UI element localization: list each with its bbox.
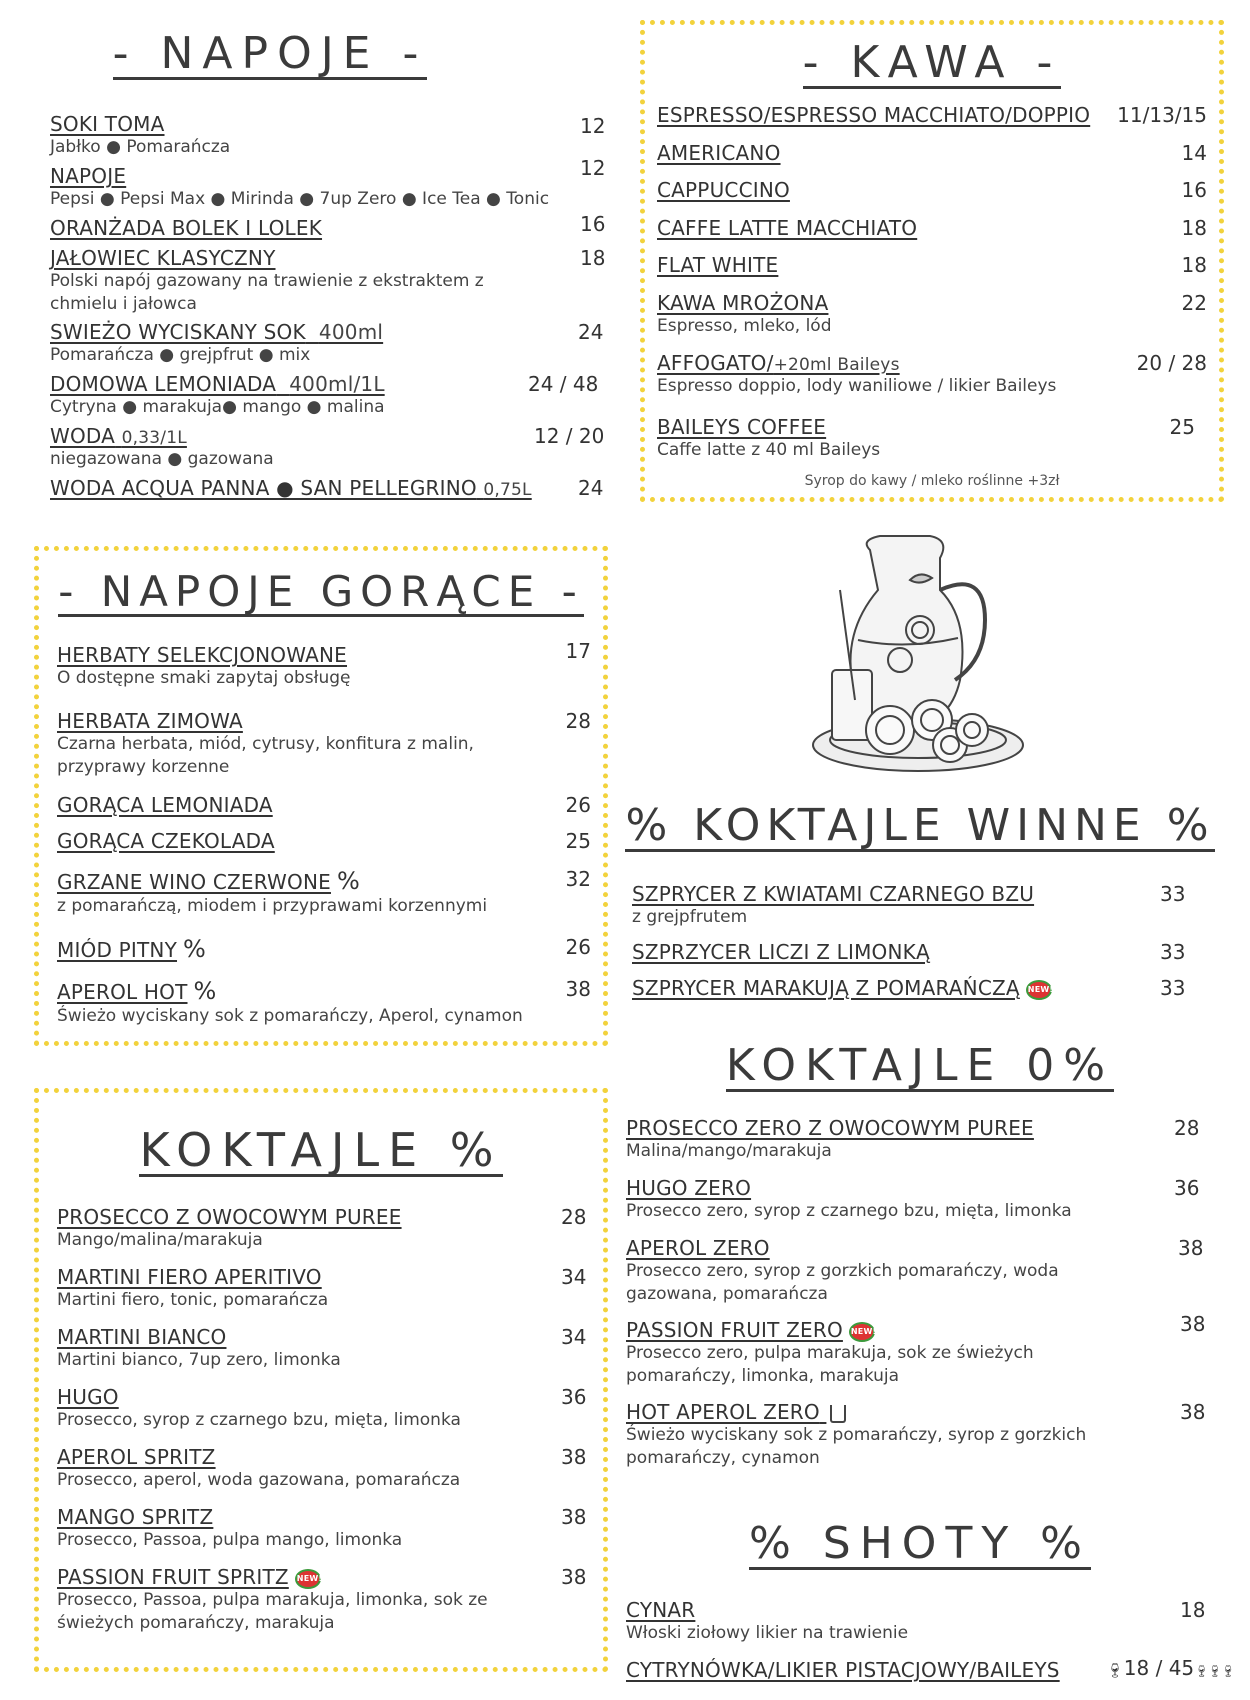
item-price: 18	[1181, 253, 1207, 277]
item-price: 33	[1160, 882, 1186, 906]
item-price: 38	[1180, 1312, 1206, 1336]
item-price: 38	[561, 1505, 587, 1529]
item-price: 34	[561, 1325, 587, 1349]
item-price: 24 / 48	[528, 372, 599, 396]
zero-section	[620, 1030, 1220, 1470]
menu-item: CAPPUCCINO	[657, 178, 790, 202]
menu-item: APEROL HOT % Świeżo wyciskany sok z pomarańczy, Aperol, cynamon	[57, 977, 523, 1026]
menu-item: MARTINI BIANCO Martini bianco, 7up zero, limonka	[57, 1325, 341, 1370]
menu-item: WODA 0,33/1L niegazowana ● gazowana	[50, 424, 274, 469]
item-price: 12 / 20	[534, 424, 605, 448]
menu-item: SZPRYCER MARAKUJĄ Z POMARAŃCZĄ NEW!	[632, 976, 1054, 1000]
menu-item: PROSECCO ZERO Z OWOCOWYM PUREE Malina/mango/marakuja	[626, 1116, 1034, 1161]
item-price: 18	[1180, 1598, 1206, 1622]
item-price: 24	[578, 320, 604, 344]
menu-item: GRZANE WINO CZERWONE % z pomarańczą, miodem i przyprawami korzennymi	[57, 867, 488, 916]
shoty-section	[620, 1500, 1234, 1690]
menu-item: MANGO SPRITZ Prosecco, Passoa, pulpa mango, limonka	[57, 1505, 403, 1550]
item-price: 11/13/15	[1117, 103, 1207, 127]
lemonade-pitcher-illustration	[800, 530, 1030, 780]
menu-item: AMERICANO	[657, 141, 781, 165]
menu-item: SWIEŻO WYCISKANY SOK 400ml Pomarańcza ● grejpfrut ● mix	[50, 320, 384, 365]
item-price: 26	[565, 935, 591, 959]
menu-item: HERBATA ZIMOWA Czarna herbata, miód, cytrusy, konfitura z malin, przyprawy korzenne	[57, 709, 474, 777]
menu-item: SOKI TOMA Jabłko ● Pomarańcza	[50, 112, 231, 157]
menu-item: AFFOGATO/+20ml Baileys Espresso doppio, lody waniliowe / likier Baileys	[657, 351, 1057, 396]
menu-item: FLAT WHITE	[657, 253, 779, 277]
item-price: 14	[1181, 141, 1207, 165]
menu-item: PROSECCO Z OWOCOWYM PUREE Mango/malina/marakuja	[57, 1205, 402, 1250]
napoje-title: - NAPOJE -	[112, 28, 428, 79]
item-price: 25	[565, 829, 591, 853]
item-price: 34	[561, 1265, 587, 1289]
item-price: 18	[1181, 216, 1207, 240]
zero-title: KOKTAJLE 0%	[725, 1040, 1115, 1091]
shot-glass-icon: 🍷︎	[1106, 1663, 1124, 1679]
item-price: 18	[580, 246, 606, 270]
item-price: 25	[1169, 415, 1195, 439]
item-price: 26	[565, 793, 591, 817]
kawa-section	[640, 20, 1224, 502]
menu-item: MARTINI FIERO APERITIVO Martini fiero, tonic, pomarańcza	[57, 1265, 329, 1310]
kawa-note: Syrop do kawy / mleko roślinne +3zł	[804, 473, 1060, 489]
shot-prices: 🍷︎18 / 45🍷︎🍷︎🍷︎	[1106, 1656, 1234, 1680]
item-price: 24	[578, 476, 604, 500]
item-price: 36	[1174, 1176, 1200, 1200]
menu-item: HOT APEROL ZERO Świeżo wyciskany sok z pomarańczy, syrop z gorzkich pomarańczy, cynamon	[626, 1400, 1087, 1468]
menu-item: GORĄCA LEMONIADA	[57, 793, 273, 817]
item-price: 36	[561, 1385, 587, 1409]
menu-item: SZPRYCER Z KWIATAMI CZARNEGO BZU z grejpfrutem	[632, 882, 1035, 927]
menu-item: CYNAR Włoski ziołowy likier na trawienie	[626, 1598, 909, 1643]
item-price: 38	[561, 1445, 587, 1469]
menu-item: JAŁOWIEC KLASYCZNY Polski napój gazowany na trawienie z ekstraktem z chmielu i jałowca	[50, 246, 484, 314]
napoje-section	[0, 0, 620, 520]
kawa-title: - KAWA -	[802, 37, 1062, 88]
item-price: 16	[1181, 178, 1207, 202]
goraca-title: - NAPOJE GORĄCE -	[58, 567, 584, 616]
item-price: 38	[561, 1565, 587, 1589]
item-price: 32	[565, 867, 591, 891]
menu-item: NAPOJE Pepsi ● Pepsi Max ● Mirinda ● 7up Zero ● Ice Tea ● Tonic	[50, 164, 550, 209]
new-badge-icon: NEW!	[1026, 980, 1052, 1000]
menu-item: APEROL SPRITZ Prosecco, aperol, woda gazowana, pomarańcza	[57, 1445, 461, 1490]
menu-item: BAILEYS COFFEE Caffe latte z 40 ml Baileys	[657, 415, 881, 460]
menu-item: DOMOWA LEMONIADA 400ml/1L Cytryna ● marakuja● mango ● malina	[50, 372, 385, 417]
item-price: 38	[565, 977, 591, 1001]
item-price: 16	[580, 212, 606, 236]
item-price: 38	[1178, 1236, 1204, 1260]
menu-item: HUGO Prosecco, syrop z czarnego bzu, mięta, limonka	[57, 1385, 461, 1430]
koktajle-section	[34, 1088, 608, 1672]
new-badge-icon: NEW!	[295, 1569, 321, 1589]
hot-cup-icon	[830, 1405, 846, 1423]
item-price: 33	[1160, 940, 1186, 964]
goraca-section	[34, 546, 608, 1046]
menu-item: HERBATY SELEKCJONOWANE O dostępne smaki zapytaj obsługę	[57, 643, 351, 688]
item-price: 17	[565, 639, 591, 663]
item-price: 20 / 28	[1136, 351, 1207, 375]
new-badge-icon: NEW!	[849, 1322, 875, 1342]
shoty-title: % SHOTY %	[749, 1518, 1091, 1569]
winne-section	[620, 800, 1220, 1020]
menu-item: PASSION FRUIT SPRITZ NEW! Prosecco, Passoa, pulpa marakuja, limonka, sok ze świeżych pomarańczy, marakuja	[57, 1565, 488, 1633]
item-price: 22	[1181, 291, 1207, 315]
shot-glasses-icon: 🍷︎🍷︎🍷︎	[1194, 1664, 1234, 1678]
item-price: 12	[580, 114, 606, 138]
item-price: 12	[580, 156, 606, 180]
item-price: 28	[561, 1205, 587, 1229]
menu-item: WODA ACQUA PANNA ● SAN PELLEGRINO 0,75L	[50, 476, 532, 500]
winne-title: % KOKTAJLE WINNE %	[625, 800, 1215, 851]
item-price: 38	[1180, 1400, 1206, 1424]
menu-item: ORANŻADA BOLEK I LOLEK	[50, 216, 323, 240]
menu-item: ESPRESSO/ESPRESSO MACCHIATO/DOPPIO	[657, 103, 1091, 127]
koktajle-title: KOKTAJLE %	[139, 1123, 503, 1177]
menu-item: CYTRYNÓWKA/LIKIER PISTACJOWY/BAILEYS	[626, 1658, 1060, 1682]
menu-item: HUGO ZERO Prosecco zero, syrop z czarnego bzu, mięta, limonka	[626, 1176, 1072, 1221]
item-price: 28	[1174, 1116, 1200, 1140]
item-price: 33	[1160, 976, 1186, 1000]
menu-item: MIÓD PITNY %	[57, 935, 207, 963]
menu-item: KAWA MROŻONA Espresso, mleko, lód	[657, 291, 832, 336]
item-price: 28	[565, 709, 591, 733]
menu-item: PASSION FRUIT ZERO NEW! Prosecco zero, pulpa marakuja, sok ze świeżych pomarańczy, limonka, marakuja	[626, 1318, 1034, 1386]
menu-item: CAFFE LATTE MACCHIATO	[657, 216, 918, 240]
menu-item: APEROL ZERO Prosecco zero, syrop z gorzkich pomarańczy, woda gazowana, pomarańcza	[626, 1236, 1059, 1304]
menu-item: GORĄCA CZEKOLADA	[57, 829, 275, 853]
menu-item: SZPRZYCER LICZI Z LIMONKĄ	[632, 940, 930, 964]
